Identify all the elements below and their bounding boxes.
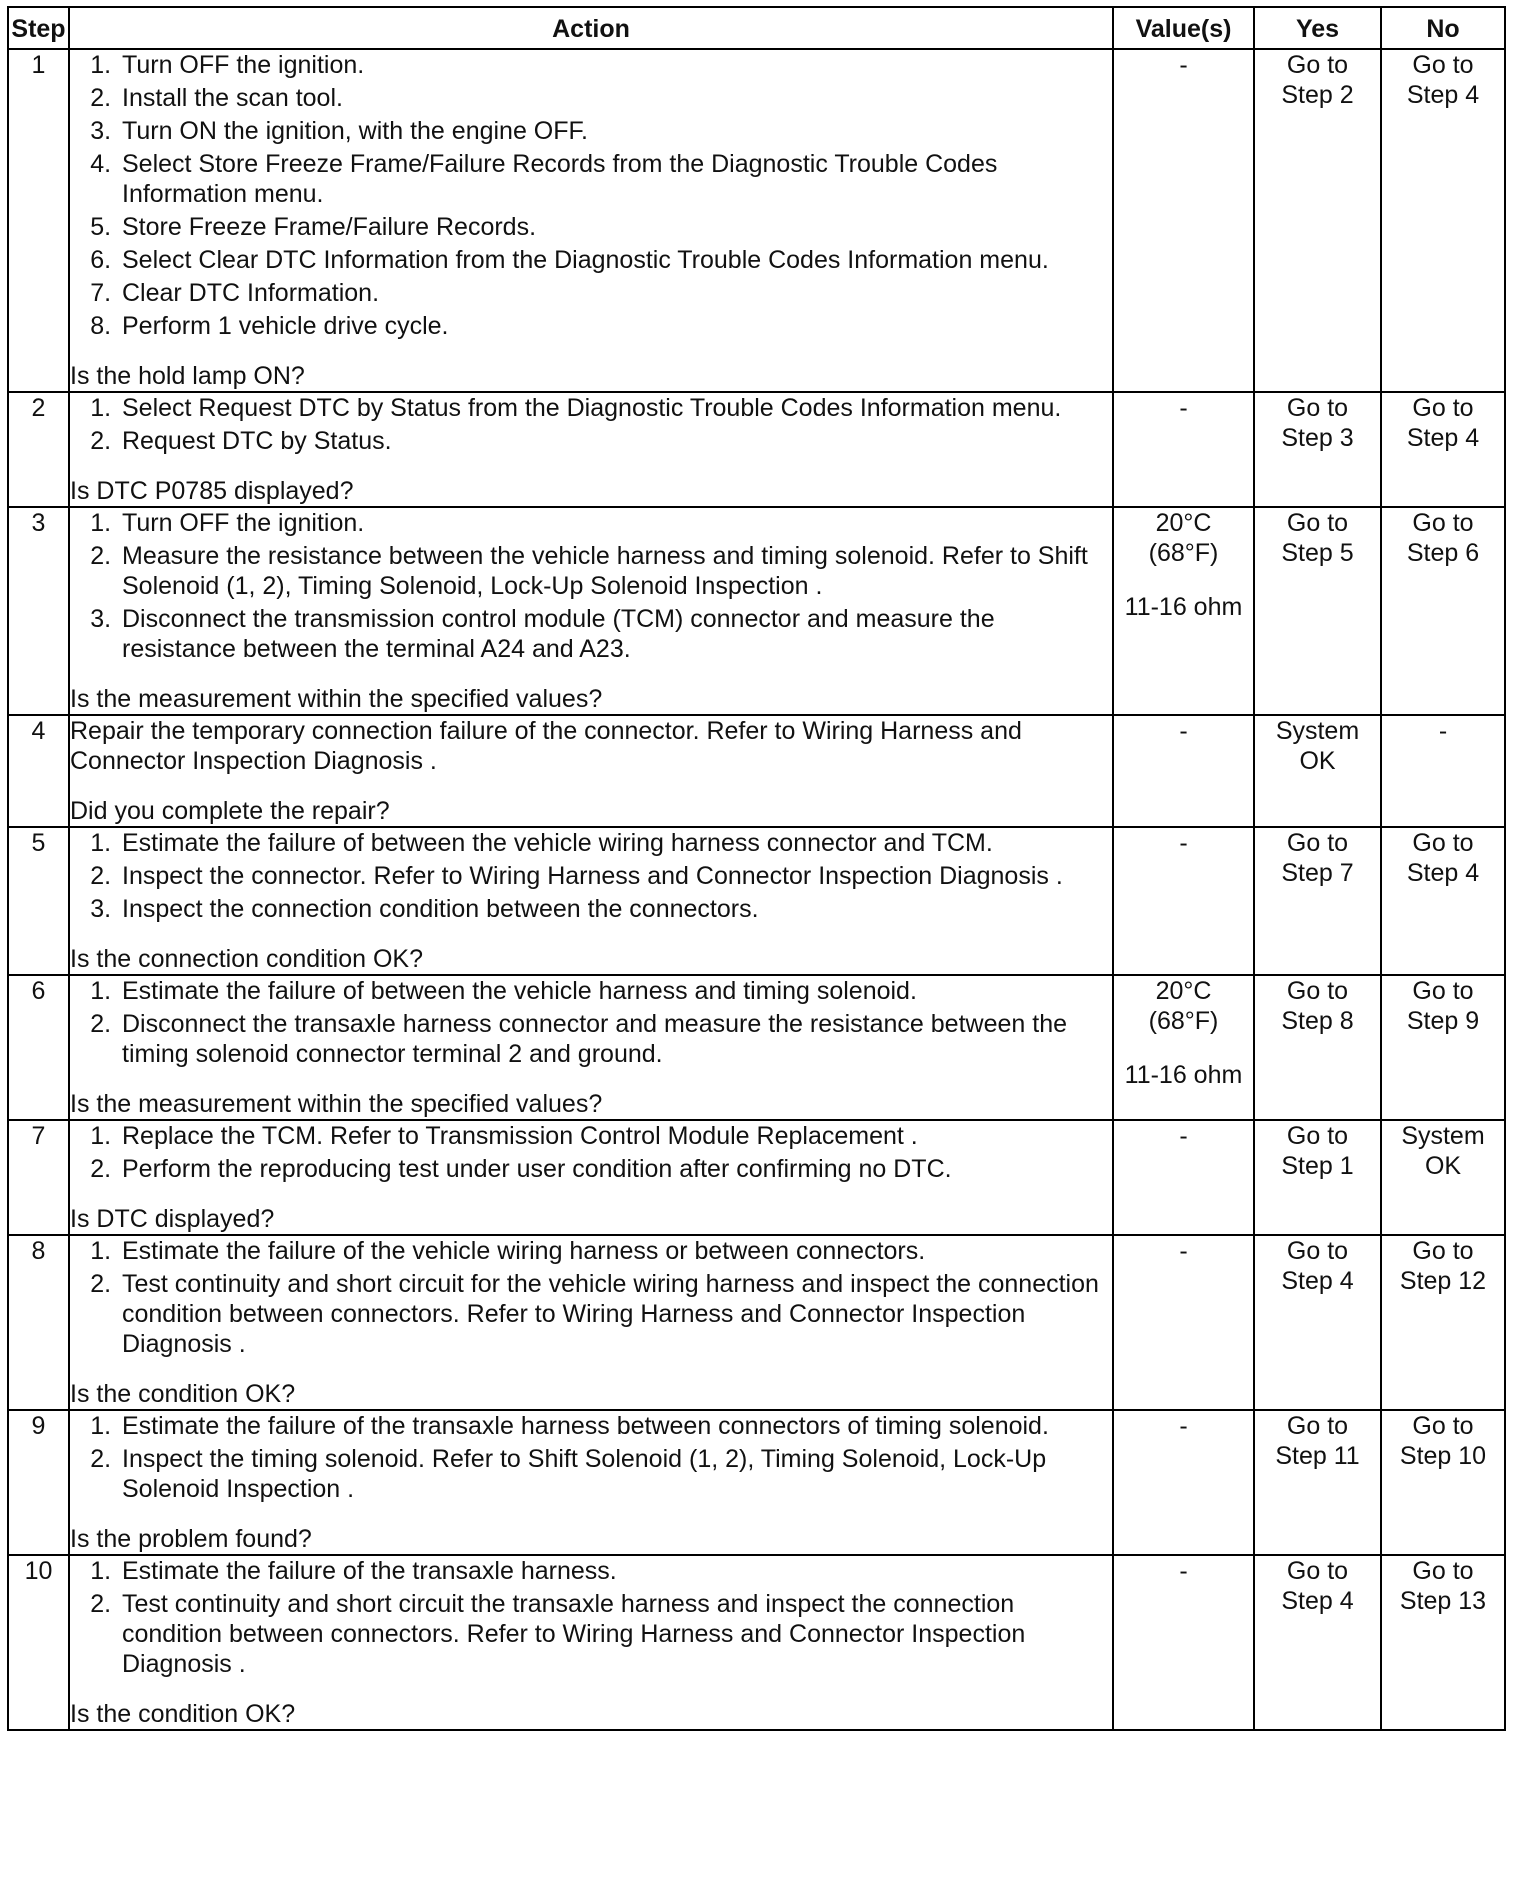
header-no: No [1381, 7, 1505, 49]
action-item: 3. Inspect the connection condition between the connectors. [118, 894, 1112, 924]
yes-line: Go to [1286, 1237, 1349, 1265]
value-text: - [1179, 1122, 1188, 1150]
yes-cell [1254, 392, 1381, 507]
action-item: 2. Inspect the connector. Refer to Wiring Harness and Connector Inspection Diagnosis . [118, 861, 1112, 891]
yes-line: Go to [1286, 977, 1349, 1005]
yes-cell [1254, 49, 1381, 392]
action-list [70, 50, 1112, 341]
yes-cell [1254, 1410, 1381, 1555]
value-cell [1113, 1410, 1254, 1555]
no-line: Go to [1412, 977, 1474, 1005]
action-cell [69, 392, 1113, 507]
header-step: Step [8, 7, 69, 49]
value-line: 20°C [1155, 509, 1212, 537]
value-spacer [1114, 1036, 1253, 1060]
yes-line: Go to [1286, 1557, 1349, 1585]
action-question: Is DTC displayed? [70, 1205, 275, 1233]
header-yes: Yes [1254, 7, 1381, 49]
no-line: Step 4 [1406, 81, 1480, 109]
step-number: 6 [8, 975, 69, 1120]
table-row [8, 827, 1505, 975]
action-item: 1. Turn OFF the ignition. [118, 508, 1112, 538]
action-list [70, 1556, 1112, 1679]
yes-cell [1254, 975, 1381, 1120]
action-question: Is DTC P0785 displayed? [70, 477, 354, 505]
action-item: 1. Estimate the failure of the vehicle wiring harness or between connectors. [118, 1236, 1112, 1266]
yes-cell [1254, 827, 1381, 975]
value-cell [1113, 507, 1254, 715]
action-cell [69, 1555, 1113, 1730]
yes-cell [1254, 1235, 1381, 1410]
yes-cell [1254, 715, 1381, 827]
action-item: 2. Request DTC by Status. [118, 426, 1112, 456]
action-cell [69, 1410, 1113, 1555]
action-cell [69, 1120, 1113, 1235]
no-cell [1381, 827, 1505, 975]
value-cell [1113, 715, 1254, 827]
value-cell [1113, 49, 1254, 392]
header-action: Action [69, 7, 1113, 49]
yes-line: Go to [1286, 394, 1349, 422]
action-item: 6. Select Clear DTC Information from the Diagnostic Trouble Codes Information menu. [118, 245, 1112, 275]
table-row [8, 1410, 1505, 1555]
action-item: 1. Estimate the failure of the transaxle harness between connectors of timing solenoid. [118, 1411, 1112, 1441]
step-number: 5 [8, 827, 69, 975]
yes-line: Step 4 [1281, 1587, 1354, 1615]
step-number: 2 [8, 392, 69, 507]
yes-line: Step 11 [1275, 1442, 1360, 1470]
table-row [8, 507, 1505, 715]
value-text: - [1179, 829, 1188, 857]
value-cell [1113, 392, 1254, 507]
action-list [70, 1121, 1112, 1184]
no-cell [1381, 392, 1505, 507]
action-list [70, 508, 1112, 664]
no-line: Step 6 [1406, 539, 1480, 567]
value-cell [1113, 1555, 1254, 1730]
table-header [8, 7, 1505, 49]
action-item: 2. Inspect the timing solenoid. Refer to Shift Solenoid (1, 2), Timing Solenoid, Lock-Up Solenoid Inspection . [118, 1444, 1112, 1504]
no-line: Step 4 [1406, 424, 1480, 452]
action-list [70, 828, 1112, 924]
action-item: 1. Turn OFF the ignition. [118, 50, 1112, 80]
yes-line: Step 5 [1281, 539, 1354, 567]
action-item: 2. Perform the reproducing test under user condition after confirming no DTC. [118, 1154, 1112, 1184]
value-text: - [1179, 51, 1188, 79]
table-body [8, 49, 1505, 1730]
yes-line: System [1275, 717, 1360, 745]
yes-line: Step 7 [1281, 859, 1354, 887]
value-text: - [1179, 717, 1188, 745]
no-line: Go to [1412, 1412, 1474, 1440]
no-line: Go to [1412, 509, 1474, 537]
value-spacer [1114, 568, 1253, 592]
action-question: Is the connection condition OK? [70, 945, 424, 973]
step-number: 7 [8, 1120, 69, 1235]
action-list [70, 1236, 1112, 1359]
table-row [8, 1235, 1505, 1410]
table-row [8, 392, 1505, 507]
yes-cell [1254, 507, 1381, 715]
no-cell [1381, 49, 1505, 392]
action-cell [69, 49, 1113, 392]
yes-line: Step 3 [1281, 424, 1354, 452]
action-list [70, 1411, 1112, 1504]
yes-line: Go to [1286, 829, 1349, 857]
diagnostic-table [7, 6, 1506, 1731]
no-line: OK [1424, 1152, 1462, 1180]
yes-line: Step 8 [1281, 1007, 1354, 1035]
value-line: 20°C [1155, 977, 1212, 1005]
action-cell [69, 1235, 1113, 1410]
action-item: 1. Replace the TCM. Refer to Transmission Control Module Replacement . [118, 1121, 1112, 1151]
action-item: 3. Disconnect the transmission control module (TCM) connector and measure the resistance between the terminal A24 and A23. [118, 604, 1112, 664]
value-cell [1113, 975, 1254, 1120]
value-text: - [1179, 1557, 1188, 1585]
table-row [8, 1555, 1505, 1730]
step-number: 3 [8, 507, 69, 715]
no-cell [1381, 1235, 1505, 1410]
step-number: 1 [8, 49, 69, 392]
action-item: 2. Measure the resistance between the vehicle harness and timing solenoid. Refer to Shift Solenoid (1, 2), Timing Solenoid, Lock-Up Solenoid Inspection . [118, 541, 1112, 601]
no-line: Step 9 [1406, 1007, 1480, 1035]
table-row [8, 1120, 1505, 1235]
header-row [8, 7, 1505, 49]
action-item: 2. Install the scan tool. [118, 83, 1112, 113]
no-line: System [1401, 1122, 1485, 1150]
action-cell [69, 507, 1113, 715]
no-line: Go to [1412, 829, 1474, 857]
no-cell [1381, 507, 1505, 715]
diagnostic-table-container [7, 6, 1506, 1731]
no-line: Step 4 [1406, 859, 1480, 887]
action-question: Did you complete the repair? [70, 797, 390, 825]
action-list [70, 976, 1112, 1069]
yes-line: Go to [1286, 1412, 1349, 1440]
action-question: Is the condition OK? [70, 1700, 296, 1728]
action-item: 2. Disconnect the transaxle harness connector and measure the resistance between the timing solenoid connector terminal 2 and ground. [118, 1009, 1112, 1069]
yes-line: Go to [1286, 509, 1349, 537]
action-item: 4. Select Store Freeze Frame/Failure Records from the Diagnostic Trouble Codes Information menu. [118, 149, 1112, 209]
yes-line: OK [1299, 747, 1336, 775]
value-text: - [1179, 1412, 1188, 1440]
action-cell [69, 975, 1113, 1120]
value-line: 11-16 ohm [1124, 593, 1243, 621]
step-number: 10 [8, 1555, 69, 1730]
no-line: Go to [1412, 394, 1474, 422]
value-cell [1113, 827, 1254, 975]
value-line: 11-16 ohm [1124, 1061, 1243, 1089]
no-line: Step 10 [1399, 1442, 1487, 1470]
no-line: Step 12 [1399, 1267, 1487, 1295]
action-question: Is the problem found? [70, 1525, 312, 1553]
no-line: Go to [1412, 51, 1474, 79]
action-text: Repair the temporary connection failure of the connector. Refer to Wiring Harness and Connector Inspection Diagnosis . [70, 717, 1022, 775]
value-cell [1113, 1235, 1254, 1410]
action-question: Is the hold lamp ON? [70, 362, 305, 390]
action-item: 1. Estimate the failure of between the vehicle wiring harness connector and TCM. [118, 828, 1112, 858]
yes-cell [1254, 1555, 1381, 1730]
value-line: (68°F) [1148, 539, 1219, 567]
yes-line: Go to [1286, 1122, 1349, 1150]
no-line: Go to [1412, 1237, 1474, 1265]
no-line: Go to [1412, 1557, 1474, 1585]
no-line: - [1438, 717, 1448, 745]
action-list [70, 393, 1112, 456]
action-cell [69, 715, 1113, 827]
step-number: 9 [8, 1410, 69, 1555]
action-question: Is the measurement within the specified values? [70, 685, 603, 713]
action-item: 2. Test continuity and short circuit the transaxle harness and inspect the connection condition between connectors. Refer to Wiring Harness and Connector Inspection Diagnosis . [118, 1589, 1112, 1679]
value-text: - [1179, 394, 1188, 422]
value-line: (68°F) [1148, 1007, 1219, 1035]
no-cell [1381, 1120, 1505, 1235]
yes-line: Step 2 [1281, 81, 1354, 109]
no-line: Step 13 [1399, 1587, 1487, 1615]
action-item: 5. Store Freeze Frame/Failure Records. [118, 212, 1112, 242]
header-values: Value(s) [1113, 7, 1254, 49]
no-cell [1381, 1555, 1505, 1730]
step-number: 8 [8, 1235, 69, 1410]
table-row [8, 975, 1505, 1120]
action-item: 3. Turn ON the ignition, with the engine OFF. [118, 116, 1112, 146]
yes-cell [1254, 1120, 1381, 1235]
step-number: 4 [8, 715, 69, 827]
action-item: 8. Perform 1 vehicle drive cycle. [118, 311, 1112, 341]
value-cell [1113, 1120, 1254, 1235]
action-question: Is the measurement within the specified values? [70, 1090, 603, 1118]
action-item: 1. Select Request DTC by Status from the Diagnostic Trouble Codes Information menu. [118, 393, 1112, 423]
action-item: 1. Estimate the failure of the transaxle harness. [118, 1556, 1112, 1586]
action-item: 7. Clear DTC Information. [118, 278, 1112, 308]
action-item: 1. Estimate the failure of between the vehicle harness and timing solenoid. [118, 976, 1112, 1006]
no-cell [1381, 715, 1505, 827]
action-cell [69, 827, 1113, 975]
table-row [8, 715, 1505, 827]
action-question: Is the condition OK? [70, 1380, 296, 1408]
value-text: - [1179, 1237, 1188, 1265]
yes-line: Step 4 [1281, 1267, 1354, 1295]
action-item: 2. Test continuity and short circuit for the vehicle wiring harness and inspect the connection condition between connectors. Refer to Wiring Harness and Connector Inspection Diagnosis . [118, 1269, 1112, 1359]
no-cell [1381, 1410, 1505, 1555]
table-row [8, 49, 1505, 392]
no-cell [1381, 975, 1505, 1120]
yes-line: Step 1 [1281, 1152, 1354, 1180]
yes-line: Go to [1286, 51, 1349, 79]
